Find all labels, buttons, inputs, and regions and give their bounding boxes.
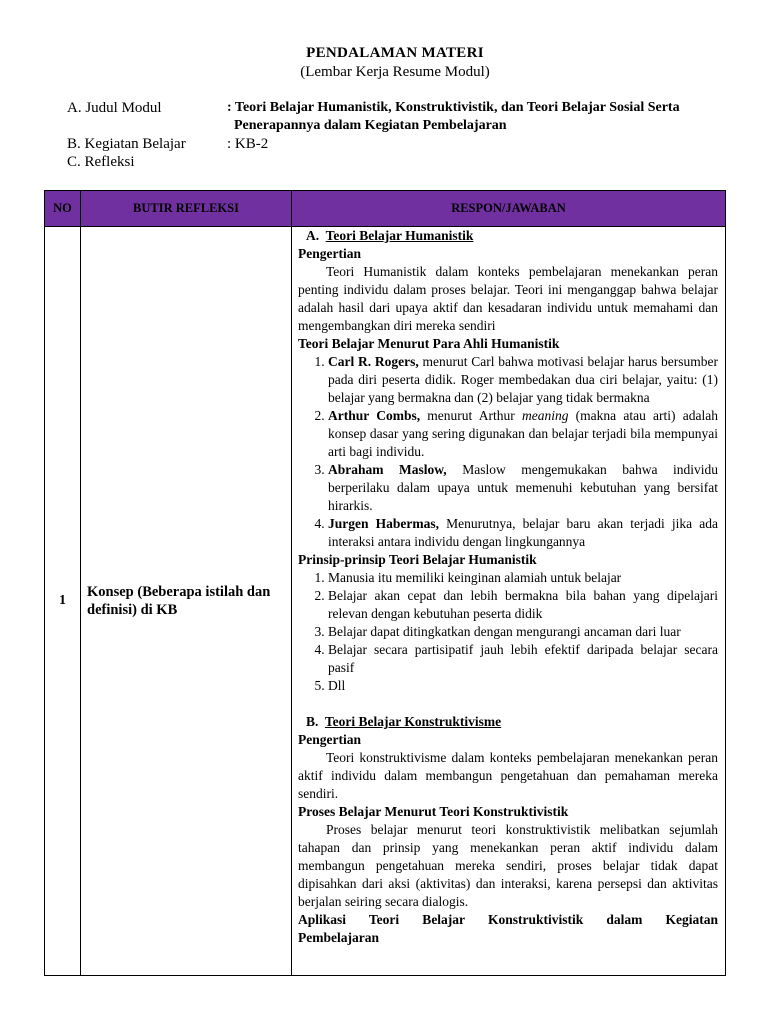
table-row bbox=[45, 227, 726, 976]
list-item: 1. Manusia itu memiliki keinginan alamiah untuk belajar bbox=[328, 569, 718, 587]
judul-modul-label: A. Judul Modul bbox=[67, 100, 162, 116]
list-item: 3. Belajar dapat ditingkatkan dengan mengurangi ancaman dari luar bbox=[328, 623, 718, 641]
section-b-proses-label: Proses Belajar Menurut Teori Konstruktivistik bbox=[298, 804, 569, 819]
butir-refleksi: Konsep (Beberapa istilah dan definisi) di KB bbox=[81, 227, 292, 976]
refleksi-row bbox=[67, 153, 227, 171]
reflection-table bbox=[44, 190, 726, 976]
list-item: 4. Jurgen Habermas, Menurutnya, belajar baru akan terjadi jika ada interaksi antara individu dengan lingkungannya bbox=[328, 515, 718, 551]
section-b-aplikasi-label: Aplikasi Teori Belajar Konstruktivistik dalam Kegiatan bbox=[298, 912, 718, 927]
section-b-title: Teori Belajar Konstruktivisme bbox=[324, 714, 502, 729]
refleksi-label: C. Refleksi bbox=[67, 154, 135, 170]
list-item: 4. Belajar secara partisipatif jauh lebih efektif daripada belajar secara pasif bbox=[328, 641, 718, 677]
section-b-proses-text: Proses belajar menurut teori konstruktivistik melibatkan sejumlah tahapan dan prinsip yang menekankan peran aktif individu dalam membangun pengetahuan mereka sendiri, proses belajar tidak dapat dipisahkan dari aksi (aktivitas) dan interaksi, karena persepsi dan aktivitas berjalan seiring secara dialogis. bbox=[298, 822, 718, 909]
table-header-row bbox=[45, 191, 726, 227]
section-a-pengertian-text: Teori Humanistik dalam konteks pembelajaran menekankan peran penting individu dalam proses belajar. Teori ini menganggap bahwa belajar adalah hasil dari upaya aktif dan kesadaran individu untuk memahami dan mengembangkan diri mereka sendiri bbox=[298, 264, 718, 333]
judul-modul-value: : Teori Belajar Humanistik, Konstruktivistik, dan Teori Belajar Sosial Serta bbox=[227, 100, 680, 115]
section-a-prinsip-label: Prinsip-prinsip Teori Belajar Humanistik bbox=[298, 552, 537, 567]
list-item: 2. Arthur Combs, menurut Arthur meaning (makna atau arti) adalah konsep dasar yang sering digunakan dan belajar terjadi bila mempunyai arti bagi individu. bbox=[328, 407, 718, 461]
section-b-heading: B. Teori Belajar Konstruktivisme bbox=[306, 714, 502, 729]
section-b-aplikasi-label-cont: Pembelajaran bbox=[298, 930, 379, 945]
kegiatan-belajar-label: B. Kegiatan Belajar bbox=[67, 136, 186, 152]
section-b-pengertian-label: Pengertian bbox=[298, 732, 361, 747]
prinsip-list bbox=[298, 569, 718, 695]
section-a-title: Teori Belajar Humanistik bbox=[325, 228, 474, 243]
header-respon: RESPON/JAWABAN bbox=[292, 191, 726, 227]
response-cell bbox=[292, 227, 726, 976]
section-a-heading: A. Teori Belajar Humanistik bbox=[306, 228, 474, 243]
page-subtitle: (Lembar Kerja Resume Modul) bbox=[300, 64, 490, 80]
section-b-pengertian-text: Teori konstruktivisme dalam konteks pembelajaran menekankan peran aktif individu dalam membangun pengetahuan dan pemahaman mereka sendiri. bbox=[298, 750, 718, 801]
page-title: PENDALAMAN MATERI bbox=[306, 45, 484, 61]
header-no: NO bbox=[45, 191, 81, 227]
ahli-list bbox=[298, 353, 718, 551]
list-item: 5. Dll bbox=[328, 677, 718, 695]
section-a-ahli-label: Teori Belajar Menurut Para Ahli Humanistik bbox=[298, 336, 560, 351]
list-item: 2. Belajar akan cepat dan lebih bermakna bila bahan yang dipelajari relevan dengan kebutuhan peserta didik bbox=[328, 587, 718, 623]
judul-modul-value-cont: Penerapannya dalam Kegiatan Pembelajaran bbox=[234, 118, 507, 133]
header-butir: BUTIR REFLEKSI bbox=[81, 191, 292, 227]
list-item: 3. Abraham Maslow, Maslow mengemukakan bahwa individu berperilaku dalam upaya untuk memenuhi kebutuhan yang bersifat hirarkis. bbox=[328, 461, 718, 515]
list-item: 1. Carl R. Rogers, menurut Carl bahwa motivasi belajar harus bersumber pada diri peserta didik. Roger membedakan dua ciri belajar, yaitu: (1) belajar yang bermakna dan (2) belajar yang tidak bermakna bbox=[328, 353, 718, 407]
section-a-pengertian-label: Pengertian bbox=[298, 246, 361, 261]
kegiatan-belajar-row bbox=[67, 135, 269, 153]
row-number: 1 bbox=[45, 227, 81, 976]
judul-modul-row bbox=[67, 99, 680, 117]
kegiatan-belajar-value: : KB-2 bbox=[227, 136, 269, 152]
